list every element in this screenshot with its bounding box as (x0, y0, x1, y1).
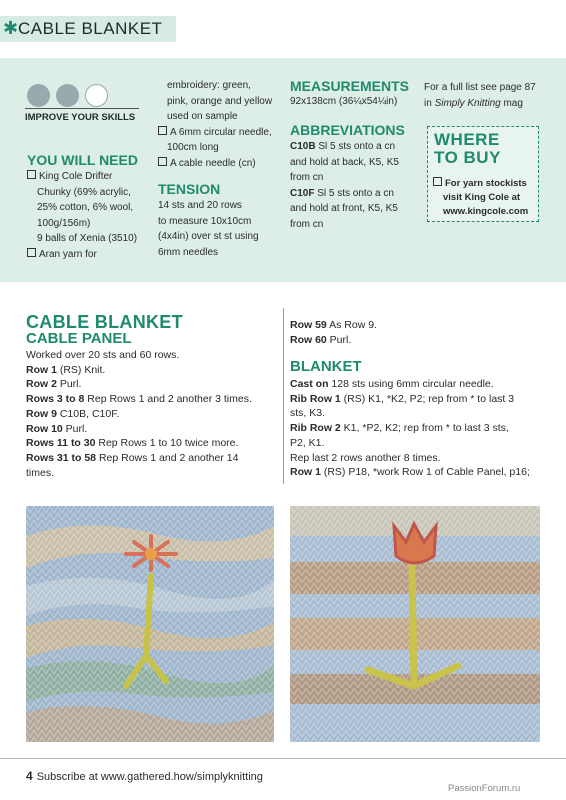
blanket-heading: BLANKET (290, 358, 362, 375)
row-text: Purl. (326, 333, 352, 346)
tension-section (158, 181, 288, 260)
full-list-text: in (424, 97, 435, 109)
pattern-subtitle: CABLE PANEL (26, 330, 132, 347)
stockist-link[interactable]: www.kingcole.com (443, 206, 529, 217)
need-item: used on sample (167, 111, 238, 122)
column-divider (283, 308, 284, 484)
need-item: 100cm long (167, 142, 219, 153)
row-key: Row 2 (26, 378, 57, 391)
need-item: 25% cotton, 6% wool, (37, 202, 134, 213)
pattern-row (26, 436, 278, 451)
abbr-text: and hold at front, K5, K5 (290, 203, 398, 214)
tension-text: 6mm needles (158, 246, 219, 258)
need-item: A cable needle (cn) (170, 157, 256, 169)
magazine-name: Simply Knitting (434, 97, 501, 109)
abbreviations-section (290, 122, 420, 232)
watermark: PassionForum.ru (448, 783, 521, 794)
section-header (0, 16, 176, 42)
page-number: 4 (26, 769, 33, 783)
row-key: Rows 3 to 8 (26, 393, 85, 406)
row-key: Row 10 (26, 422, 63, 435)
full-list-text: mag (500, 97, 523, 109)
pattern-row (26, 392, 278, 407)
tension-heading: TENSION (158, 181, 221, 197)
footer-rule (0, 758, 566, 759)
abbr-text: from cn (290, 218, 324, 230)
row-key: Cast on (290, 378, 329, 390)
pattern-row (26, 422, 278, 437)
tension-text: (4x4in) over st st using (158, 231, 259, 242)
row-text: K1, *P2, K2; rep from * to last 3 sts, (340, 422, 509, 435)
full-list-text: For a full list see page 87 (424, 82, 536, 93)
need-item: A 6mm circular needle, (170, 126, 272, 138)
knit-photo-right (290, 506, 540, 742)
row-text: Purl. (56, 378, 82, 391)
row-text: 128 sts using 6mm circular needle. (328, 378, 494, 390)
row-text: Purl. (62, 422, 88, 435)
checkbox-icon (27, 248, 36, 257)
need-item: embroidery: green, (167, 80, 251, 91)
abbr-key: C10F (290, 187, 315, 199)
need-item: 9 balls of Xenia (3510) (37, 233, 138, 244)
where-to-buy-heading: WHERE (434, 130, 500, 149)
footer (26, 769, 263, 783)
abbr-text: from cn (290, 172, 324, 183)
checkbox-icon (158, 157, 167, 166)
knit-photo-left (26, 506, 274, 742)
where-to-buy-text: visit King Cole at (443, 192, 521, 203)
blanket-instructions (290, 377, 552, 480)
blanket-heading-wrap (290, 358, 362, 375)
need-continued (158, 78, 288, 171)
row-key: Rib Row 1 (290, 392, 341, 405)
section-title: CABLE BLANKET (18, 19, 163, 38)
row-text: C10B, C10F. (56, 407, 120, 420)
row-key: Row 60 (290, 333, 327, 346)
measurements-section (290, 78, 420, 110)
pattern-intro: Worked over 20 sts and 60 rows. (26, 349, 180, 361)
yarn-ball-icon (85, 84, 108, 107)
row-text: Rep Rows 1 and 2 another 3 times. (84, 393, 252, 406)
flower-icon: ✱ (3, 18, 19, 38)
row-key: Rows 31 to 58 (26, 451, 97, 464)
where-to-buy-box (427, 126, 539, 222)
row-key: Row 59 (290, 319, 327, 331)
row-text: (RS) P18, *work Row 1 of Cable Panel, p16; (320, 466, 530, 479)
need-item: 100g/156m) (37, 217, 91, 229)
yarn-ball-icon (56, 84, 79, 107)
need-item: Chunky (69% acrylic, (37, 186, 131, 198)
cable-panel-end (290, 318, 550, 347)
you-will-need (27, 152, 162, 262)
need-item: Aran yarn for (39, 248, 97, 260)
row-text: Rep Rows 1 to 10 twice more. (95, 437, 239, 450)
row-text: Rep Rows 1 and 2 another 14 (96, 451, 239, 464)
measurements-value: 92x138cm (36¼x54¼in) (290, 96, 398, 107)
need-item: King Cole Drifter (39, 171, 113, 182)
row-text: sts, K3. (290, 407, 326, 420)
checkbox-icon (433, 177, 442, 186)
pattern-title: CABLE BLANKET (26, 312, 183, 332)
checkbox-icon (158, 126, 167, 135)
pattern-row (26, 451, 278, 466)
you-will-need-heading: YOU WILL NEED (27, 152, 138, 168)
abbreviations-heading: ABBREVIATIONS (290, 122, 405, 138)
need-item: pink, orange and yellow (167, 95, 273, 107)
skills-label: IMPROVE YOUR SKILLS (25, 112, 136, 123)
row-key: Row 1 (26, 363, 57, 376)
row-text: (RS) Knit. (56, 363, 106, 376)
full-list-note (424, 80, 564, 111)
row-key: Rows 11 to 30 (26, 437, 96, 450)
yarn-ball-icon (27, 84, 50, 107)
where-to-buy-heading: TO BUY (434, 148, 501, 167)
row-text: P2, K1. (290, 436, 325, 449)
tension-text: 14 sts and 20 rows (158, 200, 242, 211)
cable-panel-instructions (26, 348, 278, 480)
abbr-key: C10B (290, 141, 316, 152)
where-to-buy-text: For yarn stockists (445, 178, 527, 189)
subscribe-link[interactable]: Subscribe at www.gathered.how/simplyknitting (36, 771, 263, 783)
tension-text: to measure 10x10cm (158, 215, 252, 227)
pattern-row (26, 407, 278, 422)
pattern-row (26, 363, 278, 378)
abbr-text: Sl 5 sts onto a cn (314, 187, 394, 199)
checkbox-icon (27, 170, 36, 179)
row-key: Row 9 (26, 407, 57, 420)
pattern-row (26, 377, 278, 392)
skills-divider (25, 108, 139, 109)
row-text: (RS) K1, *K2, P2; rep from * to last 3 (340, 392, 515, 405)
measurements-heading: MEASUREMENTS (290, 78, 410, 94)
row-key: Rib Row 2 (290, 422, 341, 435)
abbr-text: Sl 5 sts onto a cn (315, 141, 396, 152)
row-key: Row 1 (290, 466, 321, 479)
row-text: Rep last 2 rows another 8 times. (290, 451, 441, 464)
abbr-text: and hold at back, K5, K5 (290, 156, 399, 168)
row-text: As Row 9. (326, 319, 377, 331)
pattern-row-text: times. (26, 466, 55, 479)
